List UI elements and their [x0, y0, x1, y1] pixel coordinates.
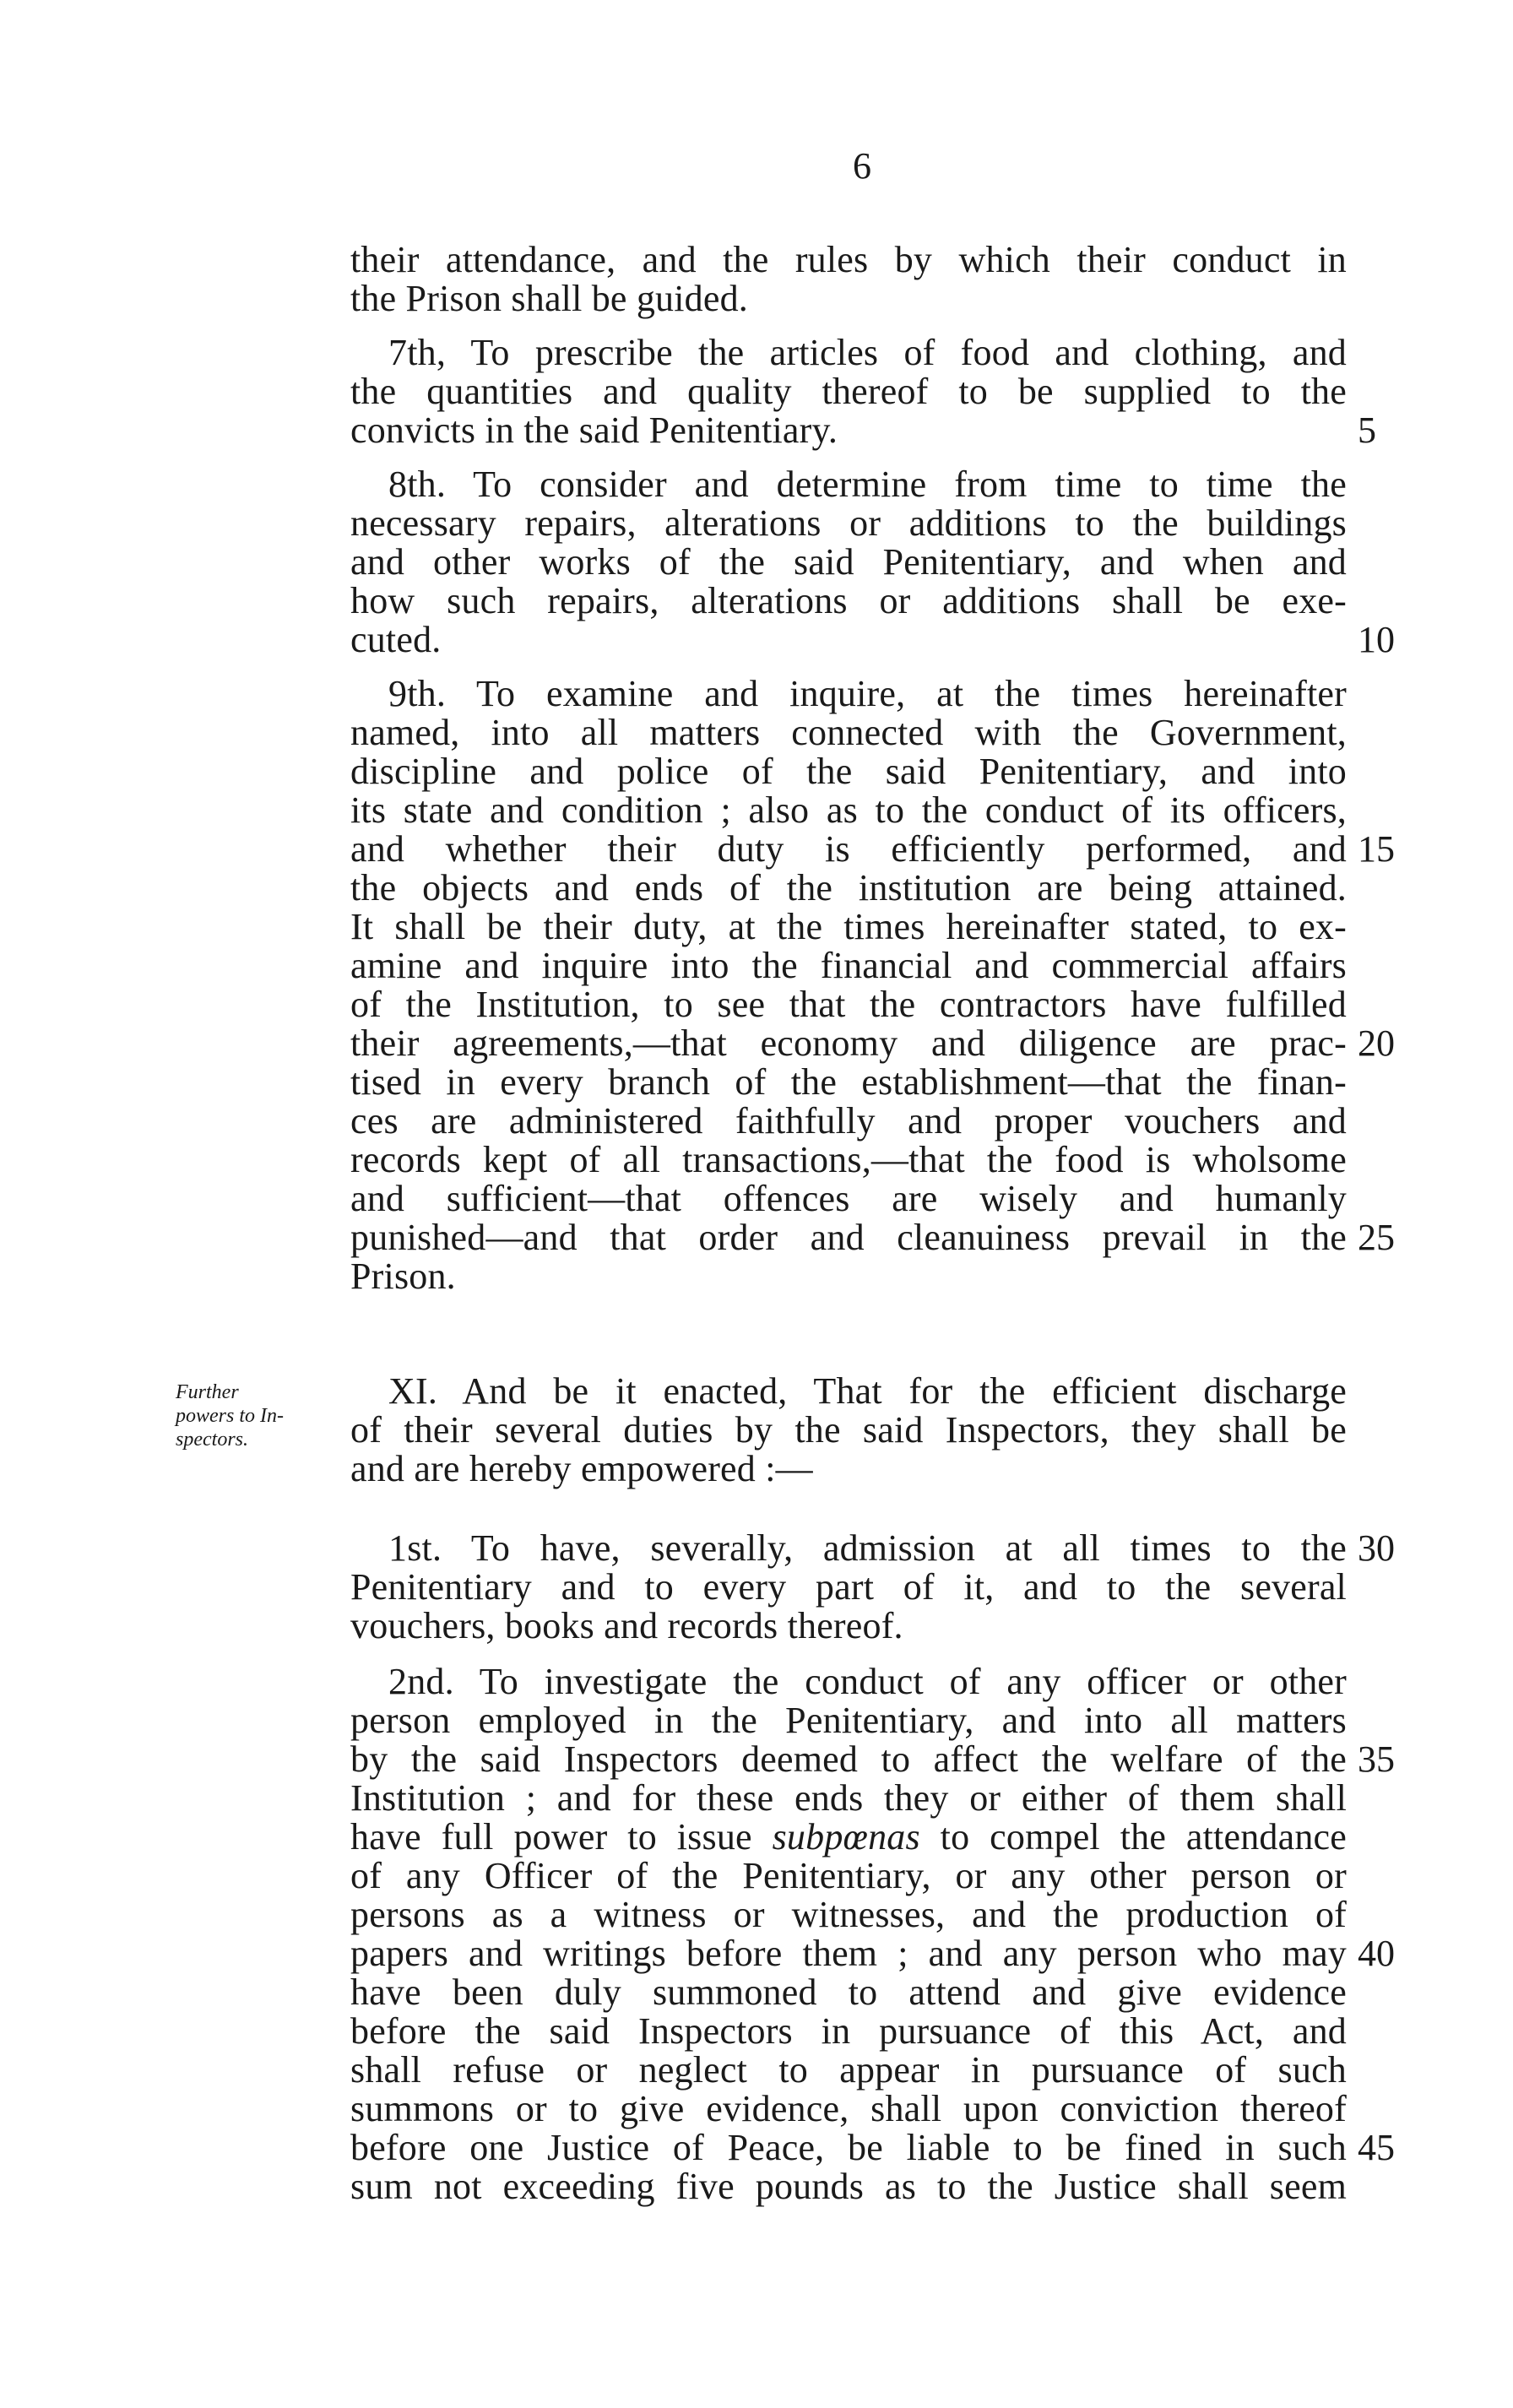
text-line: papers and writings before them ; and any person who may [350, 1933, 1347, 1974]
text-line: 9th. To examine and inquire, at the times hereinafter [388, 673, 1347, 714]
text-line: punished—and that order and cleanuiness prevail in the [350, 1217, 1347, 1258]
text-line: the quantities and quality thereof to be supplied to the [350, 371, 1347, 412]
text-line: tised in every branch of the establishment—that the finan- [350, 1061, 1347, 1103]
text-line: the objects and ends of the institution are being attained. [350, 867, 1347, 908]
text-run: to compel the attendance [919, 1816, 1347, 1858]
text-line: discipline and police of the said Penitentiary, and into [350, 751, 1347, 792]
text-line: before the said Inspectors in pursuance of this Act, and [350, 2010, 1347, 2052]
text-line: Penitentiary and to every part of it, and to the several [350, 1566, 1347, 1608]
text-line: have been duly summoned to attend and give evidence [350, 1971, 1347, 2013]
line-number: 20 [1358, 1022, 1395, 1064]
text-line: before one Justice of Peace, be liable to be fined in such [350, 2127, 1347, 2168]
text-line: It shall be their duty, at the times hereinafter stated, to ex- [350, 906, 1347, 947]
text-line: records kept of all transactions,—that the food is wholsome [350, 1139, 1347, 1180]
line-number: 5 [1358, 409, 1376, 451]
line-number: 25 [1358, 1217, 1395, 1258]
text-line: ces are administered faithfully and proper vouchers and [350, 1100, 1347, 1142]
text-line: how such repairs, alterations or additions shall be exe- [350, 580, 1347, 621]
text-line: person employed in the Penitentiary, and into all matters [350, 1700, 1347, 1741]
text-line: named, into all matters connected with the Government, [350, 712, 1347, 753]
text-line: and are hereby empowered :— [350, 1448, 813, 1489]
page-number: 6 [853, 145, 871, 187]
text-line: their attendance, and the rules by which their conduct in [350, 239, 1347, 280]
text-line: sum not exceeding five pounds as to the Justice shall seem [350, 2166, 1347, 2207]
text-line: shall refuse or neglect to appear in pursuance of such [350, 2049, 1347, 2091]
text-line: of any Officer of the Penitentiary, or any other person or [350, 1855, 1347, 1896]
text-line: Prison. [350, 1256, 456, 1297]
text-line: XI. And be it enacted, That for the efficient discharge [388, 1370, 1347, 1412]
text-line: amine and inquire into the financial and commercial affairs [350, 945, 1347, 986]
text-line: persons as a witness or witnesses, and the production of [350, 1894, 1347, 1935]
italic-term: subpœnas [772, 1816, 920, 1858]
line-number: 40 [1358, 1933, 1395, 1974]
text-line: and other works of the said Penitentiary, and when and [350, 541, 1347, 583]
text-line: 1st. To have, severally, admission at all times to the [388, 1527, 1347, 1569]
text-line: their agreements,—that economy and diligence are prac- [350, 1022, 1347, 1064]
text-line: by the said Inspectors deemed to affect the welfare of the [350, 1738, 1347, 1780]
text-line: 8th. To consider and determine from time to time the [388, 464, 1347, 505]
text-line: vouchers, books and records thereof. [350, 1605, 903, 1646]
text-line: necessary repairs, alterations or additions to the buildings [350, 502, 1347, 544]
text-line: 7th, To prescribe the articles of food and clothing, and [388, 332, 1347, 373]
text-line: of their several duties by the said Inspectors, they shall be [350, 1409, 1347, 1451]
text-line: the Prison shall be guided. [350, 278, 749, 319]
line-number: 30 [1358, 1527, 1395, 1569]
text-line: Institution ; and for these ends they or either of them shall [350, 1777, 1347, 1819]
marginal-note-line: spectors. [176, 1429, 248, 1451]
text-line: convicts in the said Penitentiary. [350, 409, 838, 451]
text-line: cuted. [350, 619, 442, 660]
text-line: its state and condition ; also as to the conduct of its officers, [350, 789, 1347, 831]
line-number: 35 [1358, 1738, 1395, 1780]
text-line: and sufficient—that offences are wisely and humanly [350, 1178, 1347, 1219]
text-line: 2nd. To investigate the conduct of any officer or other [388, 1661, 1347, 1702]
text-line: of the Institution, to see that the contractors have fulfilled [350, 984, 1347, 1025]
marginal-note-line: powers to In- [176, 1405, 284, 1427]
text-run: have full power to issue [350, 1816, 773, 1858]
marginal-note [176, 1380, 344, 1451]
line-number: 10 [1358, 619, 1395, 660]
text-line: summons or to give evidence, shall upon conviction thereof [350, 2088, 1347, 2129]
line-number: 15 [1358, 828, 1395, 870]
marginal-note-line: Further [176, 1381, 239, 1403]
line-number: 45 [1358, 2127, 1395, 2168]
text-line: and whether their duty is efficiently performed, and [350, 828, 1347, 870]
